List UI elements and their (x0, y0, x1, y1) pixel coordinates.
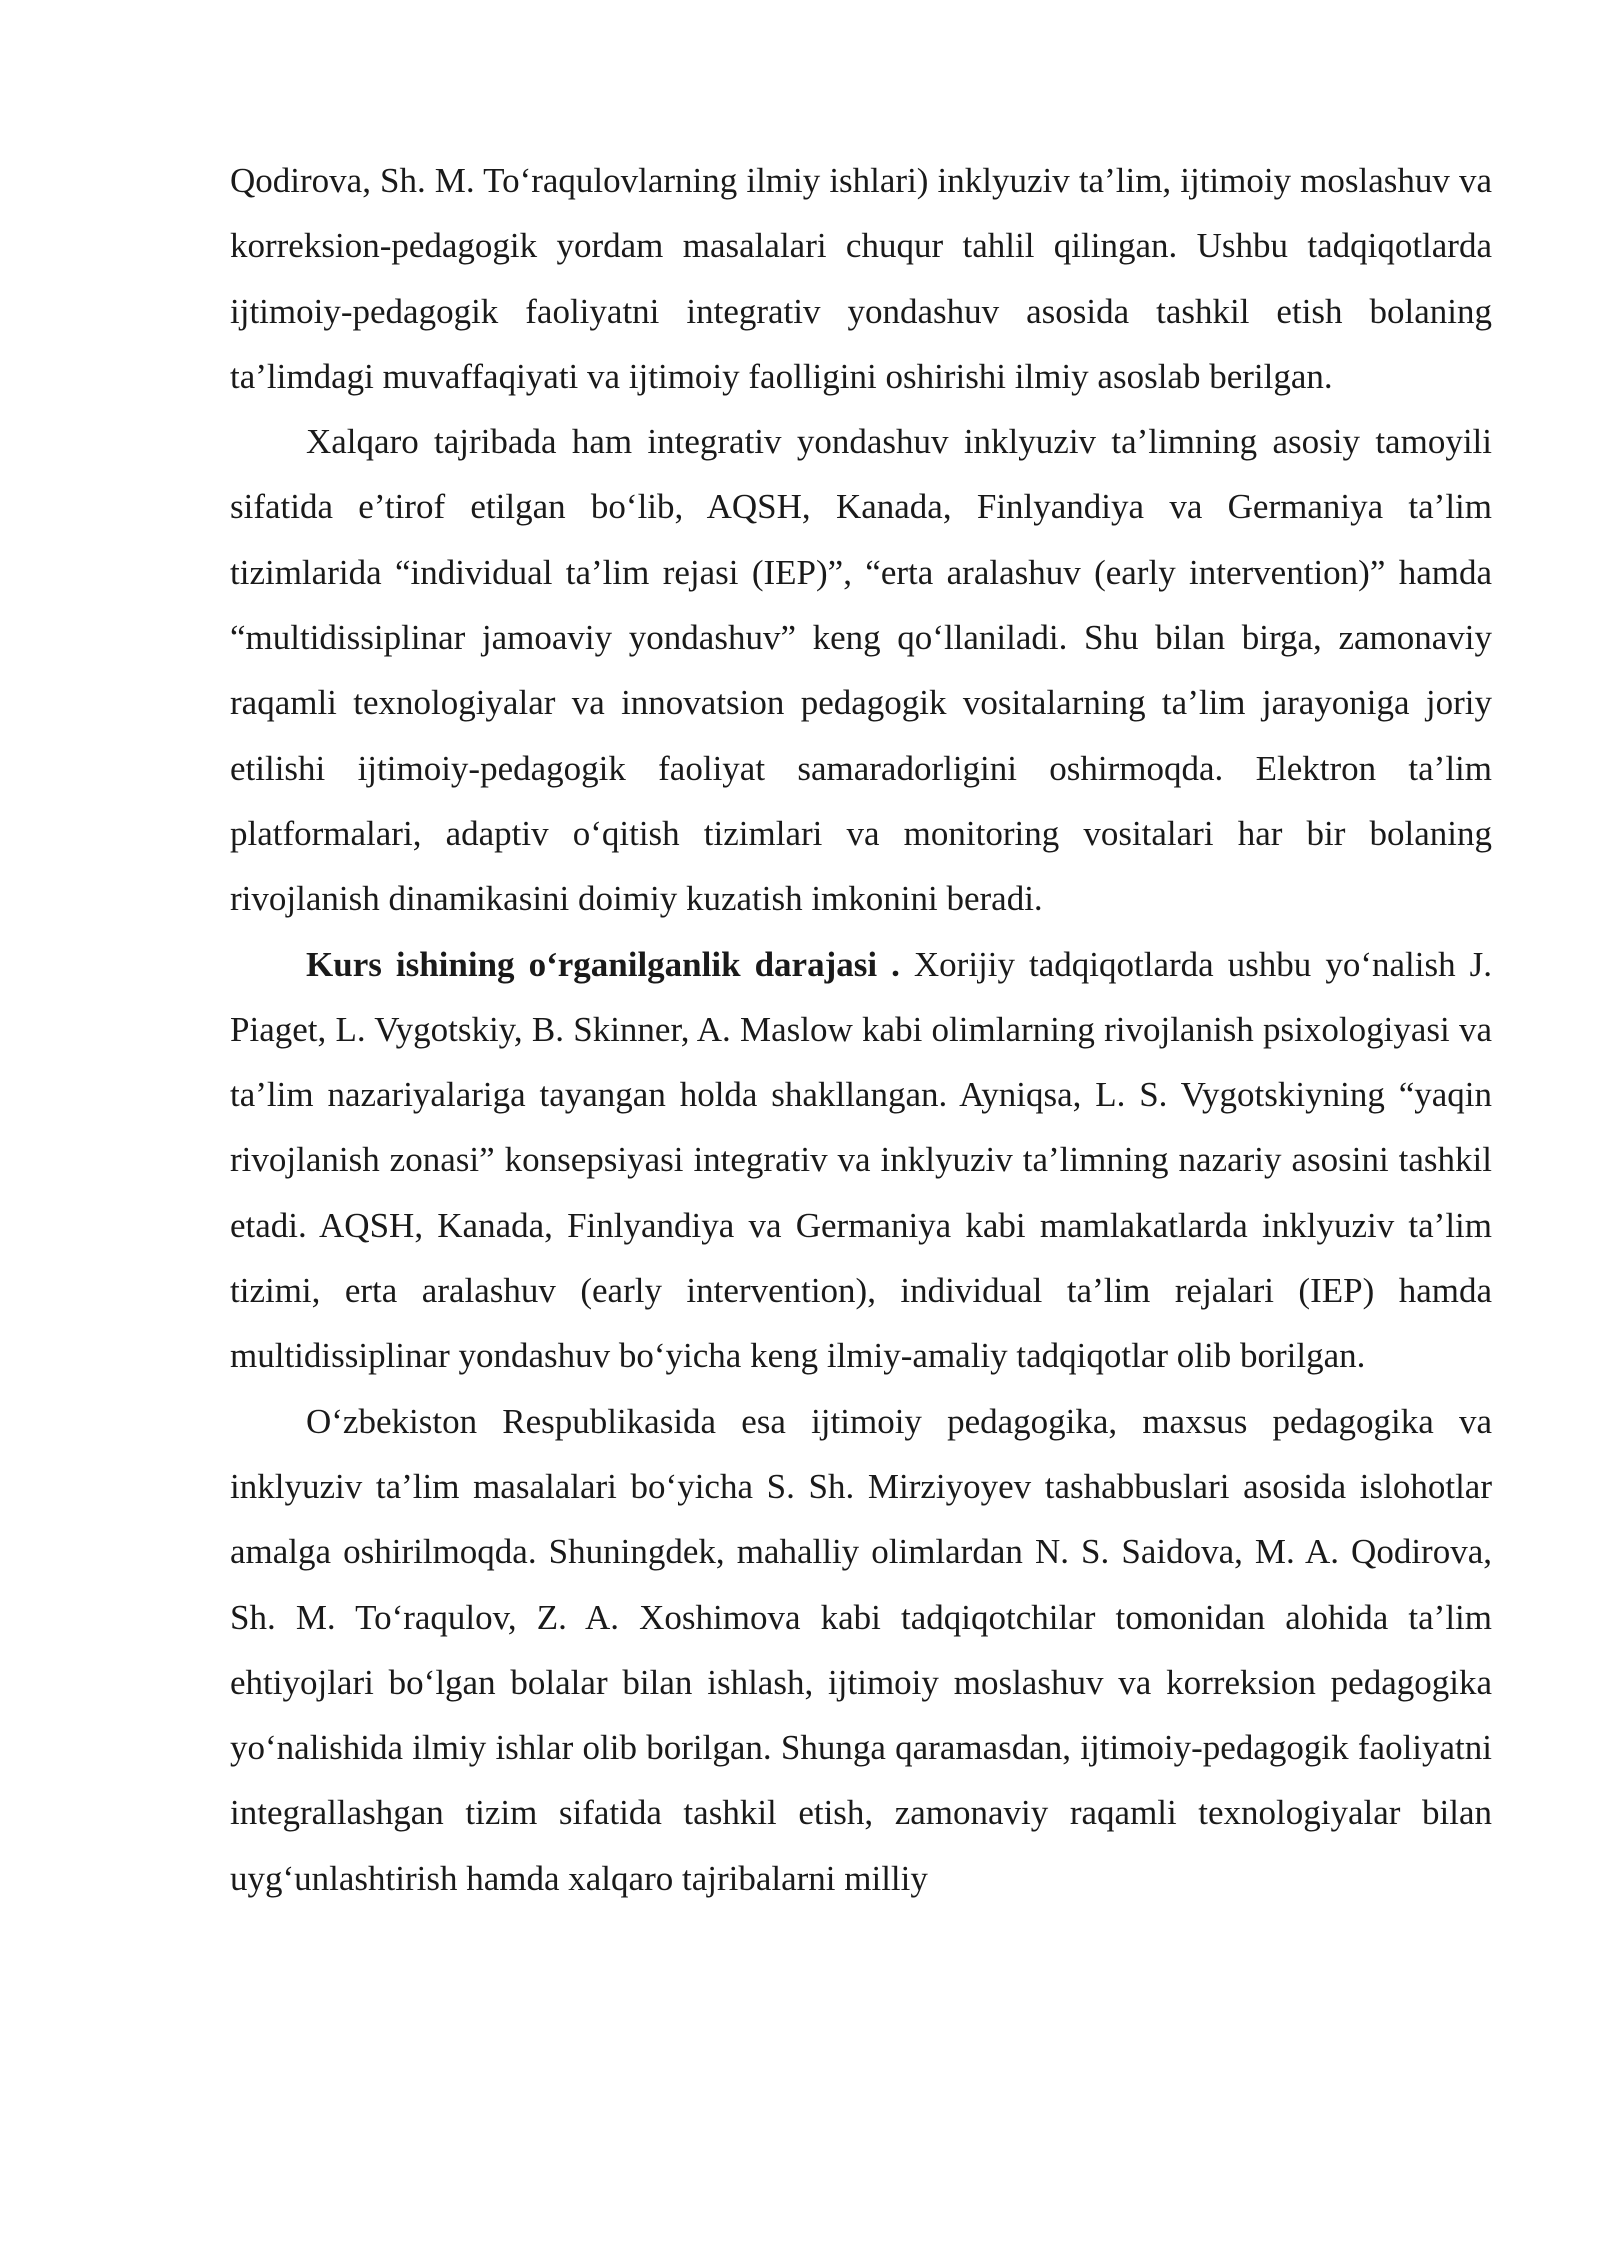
paragraph-3 (230, 932, 1492, 1389)
paragraph-4-text: O‘zbekiston Respublikasida esa ijtimoiy pedagogika, maxsus pedagogika va inklyuziv ta’lim masalalari bo‘yicha S. Sh. Mirziyoyev tashabbuslari asosida islohotlar amalga oshirilmoqda. Shuningdek, mahalliy olimlardan N. S. Saidova, M. A. Qodirova, Sh. M. To‘raqulov, Z. A. Xoshimova kabi tadqiqotchilar tomonidan alohida ta’lim ehtiyojlari bo‘lgan bolalar bilan ishlash, ijtimoiy moslashuv va korreksion pedagogika yo‘nalishida ilmiy ishlar olib borilgan. Shunga qaramasdan, ijtimoiy-pedagogik faoliyatni integrallashgan tizim sifatida tashkil etish, zamonaviy raqamli texnologiyalar bilan uyg‘unlashtirish hamda xalqaro tajribalarni milliy (230, 1401, 1492, 1898)
paragraph-1 (230, 148, 1492, 409)
paragraph-4 (230, 1389, 1492, 1911)
paragraph-3-text: Xorijiy tadqiqotlarda ushbu yo‘nalish J. Piaget, L. Vygotskiy, B. Skinner, A. Maslow kabi olimlarning rivojlanish psixologiyasi va ta’lim nazariyalariga tayangan holda shakllangan. Ayniqsa, L. S. Vygotskiyning “yaqin rivojlanish zonasi” konsepsiyasi integrativ va inklyuziv ta’limning nazariy asosini tashkil etadi. AQSH, Kanada, Finlyandiya va Germaniya kabi mamlakatlarda inklyuziv ta’lim tizimi, erta aralashuv (early intervention), individual ta’lim rejalari (IEP) hamda multidissiplinar yondashuv bo‘yicha keng ilmiy-amaliy tadqiqotlar olib borilgan. (230, 944, 1492, 1376)
paragraph-1-text: Qodirova, Sh. M. To‘raqulovlarning ilmiy ishlari) inklyuziv ta’lim, ijtimoiy moslashuv va korreksion-pedagogik yordam masalalari chuqur tahlil qilingan. Ushbu tadqiqotlarda ijtimoiy-pedagogik faoliyatni integrativ yondashuv asosida tashkil etish bolaning ta’limdagi muvaffaqiyati va ijtimoiy faolligini oshirishi ilmiy asoslab berilgan. (230, 161, 1492, 396)
paragraph-2-text: Xalqaro tajribada ham integrativ yondashuv inklyuziv ta’limning asosiy tamoyili sifatida e’tirof etilgan bo‘lib, AQSH, Kanada, Finlyandiya va Germaniya ta’lim tizimlarida “individual ta’lim rejasi (IEP)”, “erta aralashuv (early intervention)” hamda “multidissiplinar jamoaviy yondashuv” keng qo‘llaniladi. Shu bilan birga, zamonaviy raqamli texnologiyalar va innovatsion pedagogik vositalarning ta’lim jarayoniga joriy etilishi ijtimoiy-pedagogik faoliyat samaradorligini oshirmoqda. Elektron ta’lim platformalari, adaptiv o‘qitish tizimlari va monitoring vositalari har bir bolaning rivojlanish dinamikasini doimiy kuzatish imkonini beradi. (230, 422, 1492, 919)
section-heading-inline: Kurs ishining o‘rganilganlik darajasi . (306, 944, 900, 984)
paragraph-2 (230, 409, 1492, 931)
document-body (230, 148, 1492, 1911)
